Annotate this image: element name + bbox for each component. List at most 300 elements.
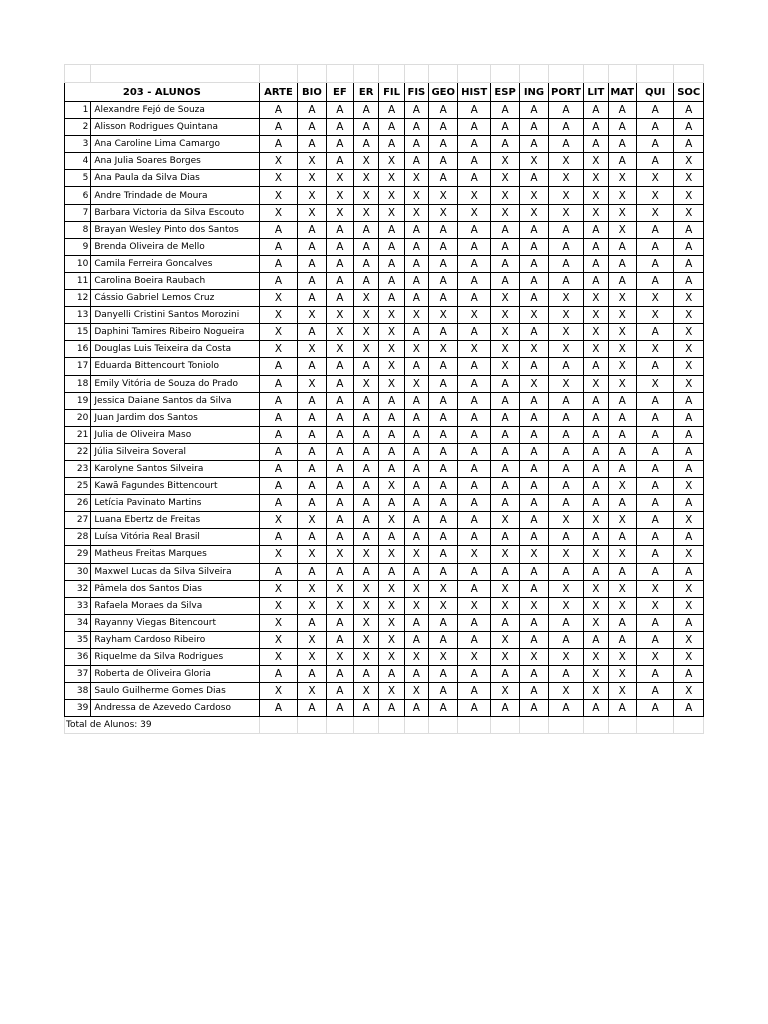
attendance-mark: A [520, 443, 548, 460]
attendance-mark: X [379, 375, 404, 392]
attendance-mark: X [584, 324, 608, 341]
student-number: 21 [65, 426, 91, 443]
attendance-mark: X [608, 546, 636, 563]
attendance-mark: A [354, 443, 379, 460]
attendance-mark: X [259, 324, 298, 341]
attendance-mark: X [429, 204, 458, 221]
attendance-mark: X [548, 307, 584, 324]
attendance-mark: X [379, 341, 404, 358]
attendance-mark: A [259, 102, 298, 119]
table-row [65, 136, 704, 153]
attendance-mark: A [490, 478, 519, 495]
subject-header: HIST [458, 83, 490, 102]
student-name: Riquelme da Silva Rodrigues [91, 649, 259, 666]
attendance-mark: X [674, 683, 704, 700]
attendance-mark: A [458, 700, 490, 717]
attendance-mark: X [326, 341, 353, 358]
attendance-mark: X [429, 649, 458, 666]
attendance-mark: X [379, 546, 404, 563]
attendance-mark: X [636, 290, 674, 307]
attendance-mark: A [298, 443, 326, 460]
attendance-mark: X [520, 187, 548, 204]
attendance-mark: A [429, 614, 458, 631]
attendance-mark: A [379, 290, 404, 307]
attendance-mark: A [636, 255, 674, 272]
attendance-mark: A [404, 119, 428, 136]
student-name: Matheus Freitas Marques [91, 546, 259, 563]
attendance-mark: A [608, 495, 636, 512]
attendance-mark: A [458, 563, 490, 580]
attendance-mark: A [490, 563, 519, 580]
attendance-mark: A [548, 495, 584, 512]
attendance-mark: A [429, 409, 458, 426]
attendance-mark: A [298, 119, 326, 136]
attendance-mark: X [259, 512, 298, 529]
attendance-mark: X [379, 683, 404, 700]
attendance-mark: X [674, 478, 704, 495]
attendance-mark: A [379, 563, 404, 580]
attendance-mark: X [354, 204, 379, 221]
attendance-mark: X [674, 358, 704, 375]
attendance-mark: X [674, 597, 704, 614]
attendance-mark: X [548, 204, 584, 221]
spreadsheet [64, 64, 704, 734]
attendance-mark: X [298, 170, 326, 187]
attendance-mark: X [520, 153, 548, 170]
attendance-mark: A [458, 426, 490, 443]
attendance-mark: A [490, 221, 519, 238]
attendance-mark: A [298, 666, 326, 683]
attendance-mark: A [326, 290, 353, 307]
subject-header: QUI [636, 83, 674, 102]
attendance-mark: X [298, 580, 326, 597]
attendance-mark: A [584, 478, 608, 495]
attendance-mark: A [404, 221, 428, 238]
attendance-mark: A [326, 426, 353, 443]
attendance-mark: X [548, 153, 584, 170]
student-number: 25 [65, 478, 91, 495]
attendance-mark: X [584, 204, 608, 221]
attendance-mark: X [298, 649, 326, 666]
attendance-mark: A [674, 460, 704, 477]
attendance-mark: X [674, 187, 704, 204]
attendance-mark: X [354, 307, 379, 324]
attendance-mark: X [259, 546, 298, 563]
student-name: Rafaela Moraes da Silva [91, 597, 259, 614]
table-row [65, 307, 704, 324]
attendance-mark: A [326, 631, 353, 648]
attendance-mark: A [429, 495, 458, 512]
attendance-mark: A [636, 614, 674, 631]
attendance-mark: A [379, 700, 404, 717]
attendance-mark: X [608, 375, 636, 392]
table-row [65, 324, 704, 341]
attendance-mark: A [354, 512, 379, 529]
attendance-mark: A [608, 238, 636, 255]
attendance-mark: X [636, 597, 674, 614]
attendance-mark: X [490, 631, 519, 648]
attendance-mark: A [429, 478, 458, 495]
attendance-mark: X [354, 153, 379, 170]
attendance-mark: X [674, 649, 704, 666]
attendance-mark: A [354, 238, 379, 255]
attendance-mark: X [379, 307, 404, 324]
attendance-mark: A [404, 700, 428, 717]
attendance-mark: A [608, 136, 636, 153]
table-row [65, 204, 704, 221]
attendance-mark: X [259, 597, 298, 614]
attendance-mark: A [458, 170, 490, 187]
student-number: 29 [65, 546, 91, 563]
attendance-mark: A [520, 700, 548, 717]
attendance-mark: A [636, 495, 674, 512]
attendance-mark: A [548, 238, 584, 255]
attendance-mark: X [379, 358, 404, 375]
attendance-mark: X [326, 187, 353, 204]
attendance-mark: A [458, 102, 490, 119]
table-row [65, 170, 704, 187]
attendance-mark: X [584, 512, 608, 529]
attendance-mark: X [429, 307, 458, 324]
attendance-mark: A [608, 563, 636, 580]
table-row [65, 580, 704, 597]
attendance-mark: A [259, 136, 298, 153]
attendance-mark: X [490, 683, 519, 700]
attendance-mark: X [584, 341, 608, 358]
attendance-mark: X [354, 649, 379, 666]
attendance-mark: X [608, 580, 636, 597]
empty-cell [259, 717, 298, 734]
attendance-mark: X [636, 375, 674, 392]
attendance-mark: A [404, 136, 428, 153]
attendance-mark: A [584, 221, 608, 238]
student-name: Ana Julia Soares Borges [91, 153, 259, 170]
attendance-mark: X [584, 375, 608, 392]
attendance-mark: A [520, 580, 548, 597]
attendance-mark: A [636, 631, 674, 648]
attendance-mark: A [298, 290, 326, 307]
attendance-mark: A [636, 546, 674, 563]
student-number: 2 [65, 119, 91, 136]
student-name: Julia de Oliveira Maso [91, 426, 259, 443]
attendance-mark: A [584, 563, 608, 580]
attendance-mark: A [636, 529, 674, 546]
subject-header: ARTE [259, 83, 298, 102]
attendance-mark: A [674, 255, 704, 272]
attendance-mark: X [354, 580, 379, 597]
header-row [65, 83, 704, 102]
attendance-mark: X [354, 631, 379, 648]
attendance-mark: A [429, 392, 458, 409]
attendance-mark: A [584, 409, 608, 426]
attendance-mark: X [259, 341, 298, 358]
attendance-mark: A [259, 358, 298, 375]
attendance-mark: X [379, 153, 404, 170]
attendance-mark: X [298, 512, 326, 529]
attendance-mark: A [548, 358, 584, 375]
attendance-mark: X [490, 307, 519, 324]
attendance-mark: A [520, 529, 548, 546]
attendance-mark: X [490, 341, 519, 358]
attendance-mark: A [429, 102, 458, 119]
attendance-mark: A [379, 102, 404, 119]
attendance-mark: X [379, 614, 404, 631]
attendance-mark: A [490, 119, 519, 136]
attendance-mark: X [608, 597, 636, 614]
attendance-mark: A [548, 443, 584, 460]
attendance-mark: X [584, 597, 608, 614]
attendance-mark: X [636, 341, 674, 358]
attendance-mark: A [520, 512, 548, 529]
attendance-mark: A [354, 495, 379, 512]
attendance-mark: A [298, 272, 326, 289]
attendance-mark: A [259, 495, 298, 512]
attendance-mark: X [379, 187, 404, 204]
student-name: Júlia Silveira Soveral [91, 443, 259, 460]
attendance-mark: A [429, 119, 458, 136]
subject-header: SOC [674, 83, 704, 102]
attendance-mark: A [584, 358, 608, 375]
table-row [65, 255, 704, 272]
attendance-mark: X [354, 546, 379, 563]
student-name: Pâmela dos Santos Dias [91, 580, 259, 597]
attendance-mark: X [379, 478, 404, 495]
attendance-mark: A [259, 563, 298, 580]
student-name: Saulo Guilherme Gomes Dias [91, 683, 259, 700]
attendance-mark: A [326, 221, 353, 238]
attendance-mark: A [298, 102, 326, 119]
attendance-mark: A [259, 409, 298, 426]
attendance-mark: A [404, 666, 428, 683]
attendance-mark: A [298, 614, 326, 631]
attendance-mark: X [548, 512, 584, 529]
table-row [65, 426, 704, 443]
attendance-mark: A [636, 409, 674, 426]
attendance-mark: A [548, 631, 584, 648]
attendance-mark: A [458, 409, 490, 426]
subject-header: FIS [404, 83, 428, 102]
attendance-mark: X [674, 546, 704, 563]
attendance-mark: A [584, 272, 608, 289]
table-row [65, 238, 704, 255]
student-number: 1 [65, 102, 91, 119]
empty-cell [404, 717, 428, 734]
table-row [65, 546, 704, 563]
attendance-mark: A [548, 529, 584, 546]
table-row [65, 443, 704, 460]
student-name: Maxwel Lucas da Silva Silveira [91, 563, 259, 580]
attendance-mark: A [404, 529, 428, 546]
attendance-mark: X [404, 683, 428, 700]
student-name: Eduarda Bittencourt Toniolo [91, 358, 259, 375]
attendance-mark: X [584, 187, 608, 204]
attendance-mark: X [490, 290, 519, 307]
attendance-mark: A [608, 409, 636, 426]
attendance-mark: A [636, 563, 674, 580]
attendance-mark: A [548, 272, 584, 289]
attendance-mark: A [354, 666, 379, 683]
attendance-mark: A [674, 700, 704, 717]
attendance-mark: X [404, 307, 428, 324]
attendance-mark: A [458, 666, 490, 683]
attendance-mark: A [404, 563, 428, 580]
attendance-mark: A [326, 700, 353, 717]
attendance-mark: A [608, 392, 636, 409]
attendance-mark: A [429, 631, 458, 648]
attendance-mark: A [520, 666, 548, 683]
table-row [65, 631, 704, 648]
attendance-mark: A [326, 255, 353, 272]
student-number: 26 [65, 495, 91, 512]
attendance-mark: A [404, 255, 428, 272]
attendance-mark: X [584, 546, 608, 563]
attendance-mark: X [584, 666, 608, 683]
attendance-mark: X [520, 649, 548, 666]
attendance-mark: A [429, 563, 458, 580]
student-name: Danyelli Cristini Santos Morozini [91, 307, 259, 324]
attendance-mark: A [429, 426, 458, 443]
attendance-mark: X [458, 204, 490, 221]
attendance-mark: A [326, 409, 353, 426]
attendance-mark: A [429, 666, 458, 683]
student-name: Ana Paula da Silva Dias [91, 170, 259, 187]
attendance-mark: X [636, 649, 674, 666]
attendance-mark: A [584, 460, 608, 477]
attendance-mark: A [608, 153, 636, 170]
attendance-mark: A [674, 392, 704, 409]
attendance-mark: A [404, 443, 428, 460]
attendance-mark: X [298, 546, 326, 563]
table-row [65, 649, 704, 666]
attendance-mark: A [326, 119, 353, 136]
attendance-mark: A [674, 119, 704, 136]
attendance-mark: A [520, 460, 548, 477]
attendance-mark: A [429, 443, 458, 460]
attendance-mark: A [490, 392, 519, 409]
attendance-mark: A [636, 136, 674, 153]
attendance-mark: A [584, 392, 608, 409]
students-table [64, 64, 704, 734]
attendance-mark: A [429, 255, 458, 272]
subject-header: GEO [429, 83, 458, 102]
attendance-mark: X [674, 375, 704, 392]
attendance-mark: X [404, 597, 428, 614]
attendance-mark: A [674, 136, 704, 153]
attendance-mark: X [608, 341, 636, 358]
subject-header: EF [326, 83, 353, 102]
attendance-mark: A [298, 426, 326, 443]
attendance-mark: A [429, 375, 458, 392]
attendance-mark: X [379, 170, 404, 187]
attendance-mark: X [636, 307, 674, 324]
attendance-mark: A [259, 478, 298, 495]
attendance-mark: A [354, 460, 379, 477]
student-name: Juan Jardim dos Santos [91, 409, 259, 426]
attendance-mark: A [458, 255, 490, 272]
attendance-mark: A [608, 614, 636, 631]
attendance-mark: A [429, 683, 458, 700]
table-row [65, 392, 704, 409]
attendance-mark: A [548, 102, 584, 119]
student-number: 4 [65, 153, 91, 170]
attendance-mark: A [674, 529, 704, 546]
attendance-mark: A [490, 238, 519, 255]
attendance-mark: X [259, 307, 298, 324]
student-number: 5 [65, 170, 91, 187]
attendance-mark: A [259, 529, 298, 546]
attendance-mark: A [326, 443, 353, 460]
attendance-mark: A [354, 221, 379, 238]
attendance-mark: X [379, 631, 404, 648]
table-row [65, 614, 704, 631]
attendance-mark: A [548, 666, 584, 683]
attendance-mark: A [520, 392, 548, 409]
attendance-mark: X [298, 683, 326, 700]
attendance-mark: A [608, 529, 636, 546]
student-number: 18 [65, 375, 91, 392]
attendance-mark: X [354, 290, 379, 307]
attendance-mark: A [548, 119, 584, 136]
attendance-mark: A [259, 443, 298, 460]
attendance-mark: X [298, 341, 326, 358]
attendance-mark: A [354, 529, 379, 546]
attendance-mark: A [354, 358, 379, 375]
attendance-mark: A [379, 409, 404, 426]
attendance-mark: X [298, 375, 326, 392]
student-name: Brenda Oliveira de Mello [91, 238, 259, 255]
attendance-mark: A [298, 409, 326, 426]
student-number: 10 [65, 255, 91, 272]
attendance-mark: A [674, 102, 704, 119]
attendance-mark: A [298, 478, 326, 495]
attendance-mark: A [458, 119, 490, 136]
attendance-mark: X [298, 153, 326, 170]
attendance-mark: A [520, 102, 548, 119]
attendance-mark: A [520, 272, 548, 289]
student-number: 15 [65, 324, 91, 341]
attendance-mark: A [674, 426, 704, 443]
attendance-mark: A [636, 221, 674, 238]
attendance-mark: A [298, 392, 326, 409]
attendance-mark: A [404, 102, 428, 119]
attendance-mark: X [490, 358, 519, 375]
attendance-mark: A [404, 272, 428, 289]
table-row [65, 290, 704, 307]
attendance-mark: A [404, 614, 428, 631]
student-name: Barbara Victoria da Silva Escouto [91, 204, 259, 221]
attendance-mark: X [404, 341, 428, 358]
student-name: Emily Vitória de Souza do Prado [91, 375, 259, 392]
attendance-mark: A [458, 443, 490, 460]
attendance-mark: A [379, 136, 404, 153]
subject-header: MAT [608, 83, 636, 102]
attendance-mark: X [584, 614, 608, 631]
attendance-mark: A [326, 614, 353, 631]
attendance-mark: X [584, 290, 608, 307]
empty-cell [636, 717, 674, 734]
attendance-mark: A [636, 460, 674, 477]
table-row [65, 529, 704, 546]
attendance-mark: A [379, 119, 404, 136]
attendance-mark: A [259, 255, 298, 272]
student-number: 34 [65, 614, 91, 631]
attendance-mark: X [490, 187, 519, 204]
attendance-mark: A [404, 358, 428, 375]
attendance-mark: A [674, 221, 704, 238]
attendance-mark: A [520, 238, 548, 255]
attendance-mark: A [259, 238, 298, 255]
attendance-mark: X [404, 187, 428, 204]
